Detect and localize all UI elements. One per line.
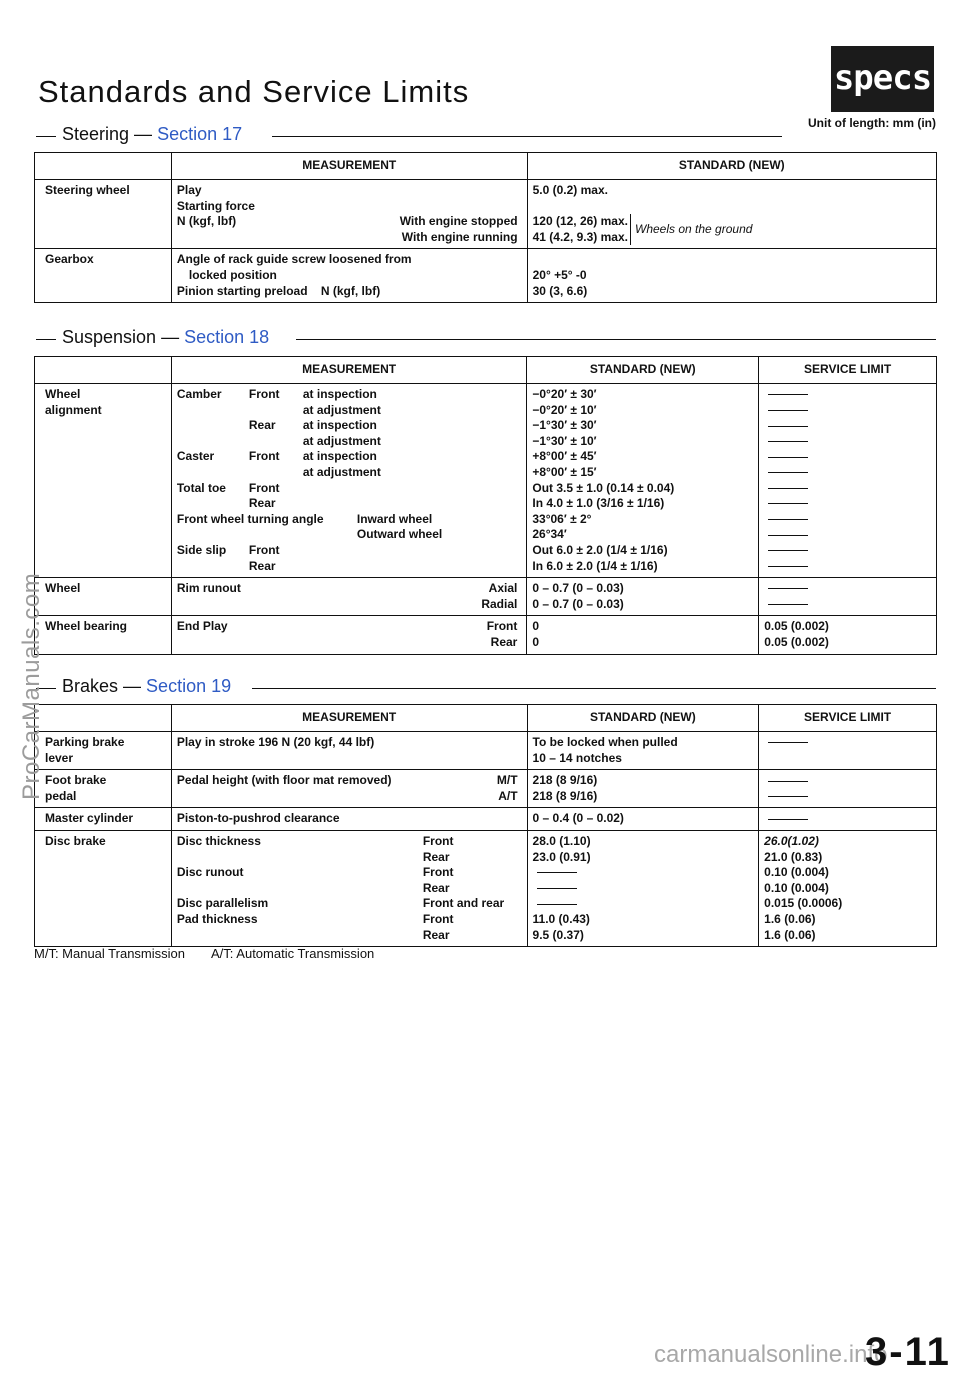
brakes-section-link[interactable]: Section 19	[146, 676, 232, 696]
standard-header: STANDARD (NEW)	[527, 153, 936, 180]
standard-header: STANDARD (NEW)	[527, 705, 759, 732]
standard-value: 23.0 (0.91)	[532, 849, 591, 864]
standard-value: −1°30′ ± 30′	[532, 418, 597, 433]
table-row	[35, 808, 937, 831]
measurement-header: MEASUREMENT	[171, 357, 527, 384]
item-master-cylinder: Master cylinder	[35, 808, 172, 831]
disc-measure-condition: Front	[422, 911, 454, 926]
alignment-measure-cell: Camber	[176, 387, 222, 401]
standard-value: 218 (8 9/16)	[532, 788, 598, 803]
watermark: ProCarManuals.com	[18, 572, 45, 800]
standard-value: Out 3.5 ± 1.0 (0.14 ± 0.04)	[532, 480, 675, 495]
no-limit-dash	[768, 503, 808, 504]
service-limit-value: 1.6 (0.06)	[764, 911, 816, 926]
standard-value: To be locked when pulled	[532, 735, 678, 749]
measure-condition: Radial	[481, 596, 518, 611]
alignment-measure-cell: Front	[248, 387, 280, 401]
measure-line: Play in stroke 196 N (20 kgf, 44 lbf)	[171, 732, 527, 770]
suspension-section-heading: Suspension — Section 18	[36, 327, 936, 351]
no-limit-dash	[768, 472, 808, 473]
alignment-measure-cell: Total toe	[176, 480, 226, 495]
no-limit-dash	[768, 488, 808, 489]
alignment-measure-cell: Rear	[248, 496, 276, 511]
disc-measure-cell: Disc parallelism	[176, 896, 269, 911]
page-title: Standards and Service Limits	[38, 74, 470, 109]
item-steering-wheel: Steering wheel	[35, 180, 172, 249]
service-limit-value: 26.0(1.02)	[764, 833, 819, 848]
standard-value: −0°20′ ± 10′	[532, 402, 597, 417]
no-limit-dash	[768, 519, 808, 520]
steering-section-heading: Steering — Section 17	[36, 124, 936, 148]
standard-value: 0	[532, 634, 540, 649]
brakes-table	[34, 704, 937, 947]
measure-line: Play	[176, 183, 202, 197]
no-limit-dash	[768, 819, 808, 820]
no-limit-dash	[537, 872, 577, 873]
table-row	[35, 830, 937, 946]
measurement-header: MEASUREMENT	[171, 153, 527, 180]
standard-value: 0 – 0.7 (0 – 0.03)	[532, 581, 624, 596]
standard-value: 30 (3, 6.6)	[532, 283, 588, 298]
service-limit-value: 1.6 (0.06)	[764, 927, 816, 942]
disc-measure-condition: Rear	[422, 880, 450, 895]
item-parking-brake: Parking brake	[45, 735, 125, 749]
no-limit-dash	[768, 604, 808, 605]
measure-line: Starting force	[176, 198, 255, 213]
alignment-measure-cell: at inspection	[302, 418, 377, 433]
no-limit-dash	[537, 904, 577, 905]
no-limit-dash	[768, 588, 808, 589]
item-foot-brake: Foot brake	[45, 773, 107, 788]
service-limit-value: 0.10 (0.004)	[764, 865, 829, 880]
service-limit-value: 0.05 (0.002)	[764, 619, 829, 634]
steering-section-link[interactable]: Section 17	[157, 124, 243, 144]
measure-line: locked position	[188, 267, 277, 282]
alignment-measure-cell: Side slip	[176, 542, 227, 557]
service-limit-value: 0.10 (0.004)	[764, 880, 829, 895]
standard-value: 26°34′	[532, 527, 567, 542]
alignment-measure-cell: Front	[248, 542, 280, 557]
service-limit-value: 21.0 (0.83)	[764, 849, 823, 864]
no-limit-dash	[768, 535, 808, 536]
measure-condition: A/T	[498, 788, 518, 803]
no-limit-dash	[768, 394, 808, 395]
alignment-measure-cell: at adjustment	[302, 433, 381, 448]
steering-heading: Steering	[62, 124, 130, 144]
unit-note: Unit of length: mm (in)	[808, 116, 936, 130]
standard-header: STANDARD (NEW)	[527, 357, 759, 384]
no-limit-dash	[537, 888, 577, 889]
table-row	[35, 578, 937, 616]
standard-value: 0 – 0.7 (0 – 0.03)	[532, 596, 624, 611]
no-limit-dash	[768, 426, 808, 427]
footnote-mt: M/T: Manual Transmission	[34, 946, 185, 961]
item-gearbox: Gearbox	[35, 249, 172, 303]
disc-measure-cell: Disc runout	[176, 865, 244, 880]
measure-condition: M/T	[496, 773, 518, 788]
no-limit-dash	[768, 742, 808, 743]
table-row	[35, 770, 937, 808]
measure-condition: Rear	[490, 634, 518, 649]
standard-value: 5.0 (0.2) max.	[532, 183, 608, 197]
item-disc-brake: Disc brake	[35, 830, 172, 946]
item-foot-brake: pedal	[45, 788, 77, 803]
table-row	[35, 249, 937, 303]
steering-table	[34, 152, 937, 303]
no-limit-dash	[768, 457, 808, 458]
no-limit-dash	[768, 796, 808, 797]
page-number: 3-11	[865, 1330, 951, 1374]
item-wheel-alignment: alignment	[45, 402, 102, 417]
service-limit-value: 0.015 (0.0006)	[764, 896, 843, 911]
suspension-section-link[interactable]: Section 18	[184, 327, 270, 347]
measure-line: Pedal height (with floor mat removed)	[176, 773, 392, 788]
disc-measure-condition: Front	[422, 865, 454, 880]
alignment-measure-cell: Caster	[176, 449, 215, 464]
no-limit-dash	[768, 441, 808, 442]
standard-value: 28.0 (1.10)	[532, 833, 591, 848]
measure-condition: Front	[486, 619, 518, 634]
standard-value: 9.5 (0.37)	[532, 927, 584, 942]
measure-line: N (kgf, lbf)	[176, 214, 237, 229]
disc-measure-condition: Rear	[422, 927, 450, 942]
suspension-heading: Suspension	[62, 327, 157, 347]
item-parking-brake: lever	[45, 750, 74, 765]
standard-value: 218 (8 9/16)	[532, 773, 598, 788]
footer-site: carmanualsonline.info	[654, 1341, 888, 1368]
item-wheel: Wheel	[35, 578, 172, 616]
disc-measure-condition: Front and rear	[422, 896, 505, 911]
footnote-at: A/T: Automatic Transmission	[211, 946, 375, 961]
standard-value: −1°30′ ± 10′	[532, 433, 597, 448]
measure-line: Angle of rack guide screw loosened from	[176, 252, 412, 267]
table-row	[35, 616, 937, 654]
measure-line: Rim runout	[176, 581, 241, 596]
standard-value: 41 (4.2, 9.3) max.	[532, 229, 628, 244]
alignment-measure-cell: Front	[248, 480, 280, 495]
specs-badge: specs	[831, 46, 934, 112]
suspension-table	[34, 356, 937, 655]
no-limit-dash	[768, 410, 808, 411]
standard-value: 0 – 0.4 (0 – 0.02)	[527, 808, 759, 831]
measure-condition: With engine running	[401, 229, 518, 244]
service-limit-header: SERVICE LIMIT	[759, 705, 937, 732]
alignment-measure-cell: Rear	[248, 418, 276, 433]
standard-value: −0°20′ ± 30′	[532, 387, 597, 401]
disc-measure-cell: Pad thickness	[176, 911, 258, 926]
alignment-measure-cell: Front wheel turning angle	[176, 511, 324, 526]
standard-value: +8°00′ ± 15′	[532, 464, 597, 479]
standard-value: Out 6.0 ± 2.0 (1/4 ± 1/16)	[532, 542, 668, 557]
wheels-note: Wheels on the ground	[635, 221, 753, 236]
service-limit-value: 0.05 (0.002)	[764, 634, 829, 649]
measurement-header: MEASUREMENT	[171, 705, 527, 732]
standard-value: 120 (12, 26) max.	[532, 214, 628, 229]
measure-condition: With engine stopped	[399, 214, 518, 229]
measure-condition: Axial	[488, 581, 518, 596]
no-limit-dash	[768, 781, 808, 782]
standard-value: 33°06′ ± 2°	[532, 511, 592, 526]
alignment-measure-cell: at adjustment	[302, 402, 381, 417]
brakes-section-heading: Brakes — Section 19	[36, 676, 936, 700]
brakes-heading: Brakes	[62, 676, 119, 696]
footnote	[34, 946, 400, 961]
alignment-measure-cell: Inward wheel	[356, 511, 433, 526]
alignment-measure-cell: at adjustment	[302, 464, 381, 479]
table-row	[35, 384, 937, 578]
disc-measure-condition: Rear	[422, 849, 450, 864]
alignment-measure-cell: Rear	[248, 558, 276, 573]
alignment-measure-cell: at inspection	[302, 449, 377, 464]
no-limit-dash	[768, 566, 808, 567]
standard-value: In 4.0 ± 1.0 (3/16 ± 1/16)	[532, 496, 665, 511]
measure-line: Pinion starting preload N (kgf, lbf)	[176, 283, 381, 298]
item-wheel-alignment: Wheel	[45, 387, 81, 401]
measure-line: Piston-to-pushrod clearance	[171, 808, 527, 831]
table-row	[35, 180, 937, 249]
standard-value: +8°00′ ± 45′	[532, 449, 597, 464]
measure-line: End Play	[176, 619, 228, 634]
standard-value: 10 – 14 notches	[532, 750, 622, 765]
standard-value: 11.0 (0.43)	[532, 911, 590, 926]
disc-measure-condition: Front	[422, 833, 454, 848]
no-limit-dash	[768, 550, 808, 551]
alignment-measure-cell: Outward wheel	[356, 527, 443, 542]
standard-value: In 6.0 ± 2.0 (1/4 ± 1/16)	[532, 558, 658, 573]
alignment-measure-cell: Front	[248, 449, 280, 464]
item-wheel-bearing: Wheel bearing	[35, 616, 172, 654]
standard-value: 0	[532, 619, 540, 634]
disc-measure-cell: Disc thickness	[176, 833, 261, 848]
standard-value: 20° +5° -0	[532, 267, 587, 282]
alignment-measure-cell: at inspection	[302, 387, 377, 401]
service-limit-header: SERVICE LIMIT	[759, 357, 937, 384]
table-row	[35, 732, 937, 770]
